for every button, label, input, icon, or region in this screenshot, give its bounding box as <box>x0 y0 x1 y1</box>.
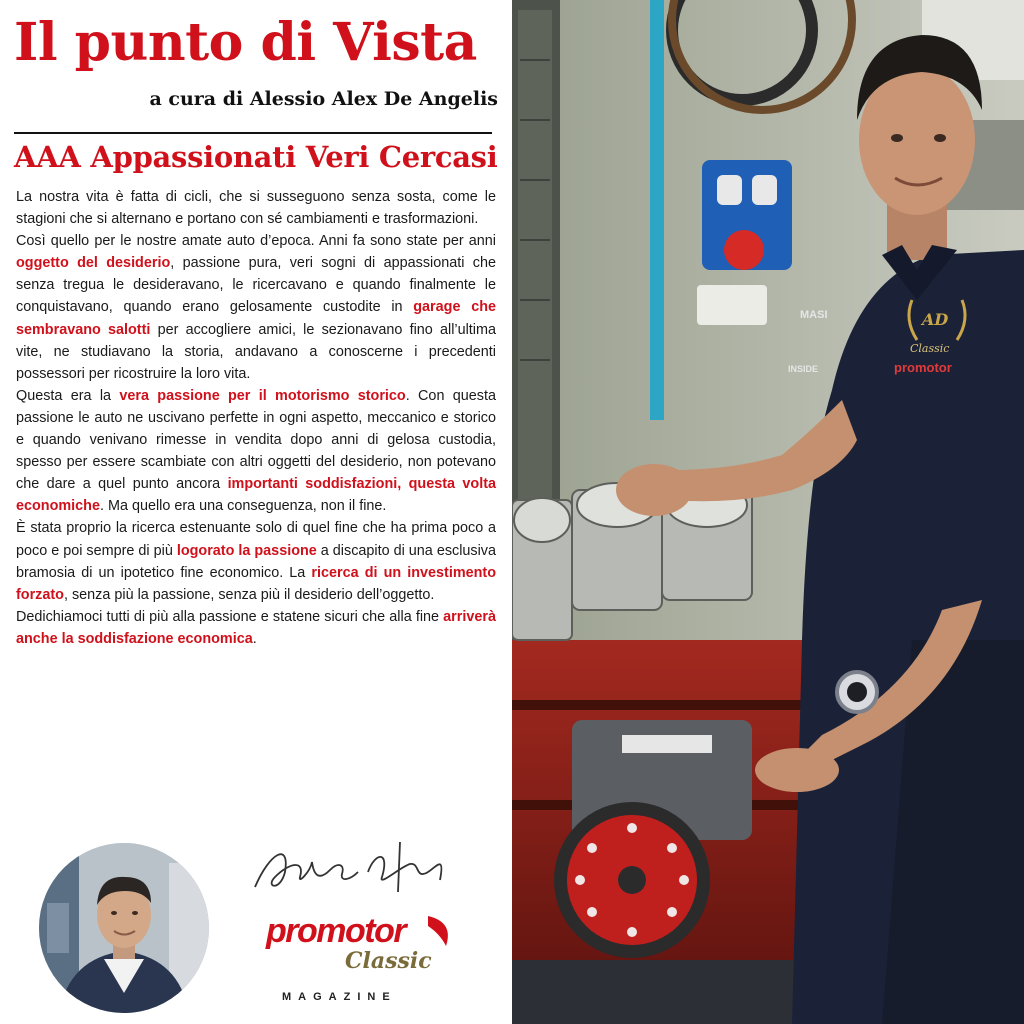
highlight: vera passione per il motorismo storico <box>119 387 406 404</box>
highlight: arriverà anche la soddisfazione economica <box>16 608 496 647</box>
page-title: Il punto di Vista <box>14 12 477 73</box>
shirt-classic-label: Classic <box>910 342 950 355</box>
workshop-photo <box>512 0 1024 1024</box>
highlight: oggetto del desiderio <box>16 255 171 272</box>
paragraph: Questa era la vera passione per il motorismo storico. Con questa passione le auto ne uscivano perfette in ogni aspetto, meccanico e storico e quando venivano rimesse in vendita dopo anni di gelosa custodia, spesso per essere scambiate con altri oggetti del desiderio, non potevano che dare a quel punto ancora importanti soddisfazioni, questa volta economiche. Ma quello era una conseguenza, non il fine. <box>16 387 496 515</box>
author-avatar <box>39 843 209 1013</box>
shirt-masi-label: MASI <box>800 309 828 321</box>
promotor-logo: promotor <box>266 912 406 950</box>
paragraph: È stata proprio la ricerca estenuante solo di quel fine che ha prima poco a poco e poi sempre di più logorato la passione a discapito di una esclusiva bramosia di un ipotetico fine economico. La ricerca di un investimento forzato, senza più la passione, senza più il desiderio dell’oggetto. <box>16 520 497 603</box>
article-headline: AAA Appassionati Veri Cercasi <box>14 140 498 174</box>
magazine-label: MAGAZINE <box>282 991 397 1003</box>
divider <box>14 132 492 134</box>
signature-icon <box>250 832 470 907</box>
highlight: ricerca di un investimento forzato <box>16 564 497 603</box>
paragraph: La nostra vita è fatta di cicli, che si susseguono senza sosta, come le stagioni che si alternano e portano con sé cambiamenti e trasformazioni. <box>16 189 496 228</box>
classic-wordmark: Classic <box>345 948 432 974</box>
highlight: importanti soddisfazioni, questa volta economiche <box>16 476 496 515</box>
paragraph: Così quello per le nostre amate auto d’epoca. Anni fa sono state per anni oggetto del desiderio, passione pura, veri sogni di appassionati che senza tregua le desideravano, le ricercavano e quando finalmente le conquistavano, quando erano gelosamente custodite in garage che sembravano salotti per accogliere amici, le sezionavano fino all’ultima vite, ne studiavano la storia, andavano a conoscerne i precedenti possessori per ricostruire la loro vita. <box>16 233 496 382</box>
byline: a cura di Alessio Alex De Angelis <box>149 88 498 110</box>
highlight: garage che sembravano salotti <box>16 299 496 338</box>
article-body <box>16 186 496 650</box>
svg-text:AD: AD <box>922 310 949 329</box>
highlight: logorato la passione <box>176 542 317 559</box>
paragraph: Dedichiamoci tutti di più alla passione e statene sicuri che alla fine arriverà anche la soddisfazione economica. <box>16 608 496 647</box>
shirt-inside-label: INSIDE <box>788 364 819 374</box>
shirt-promotor-label: promotor <box>894 360 952 375</box>
